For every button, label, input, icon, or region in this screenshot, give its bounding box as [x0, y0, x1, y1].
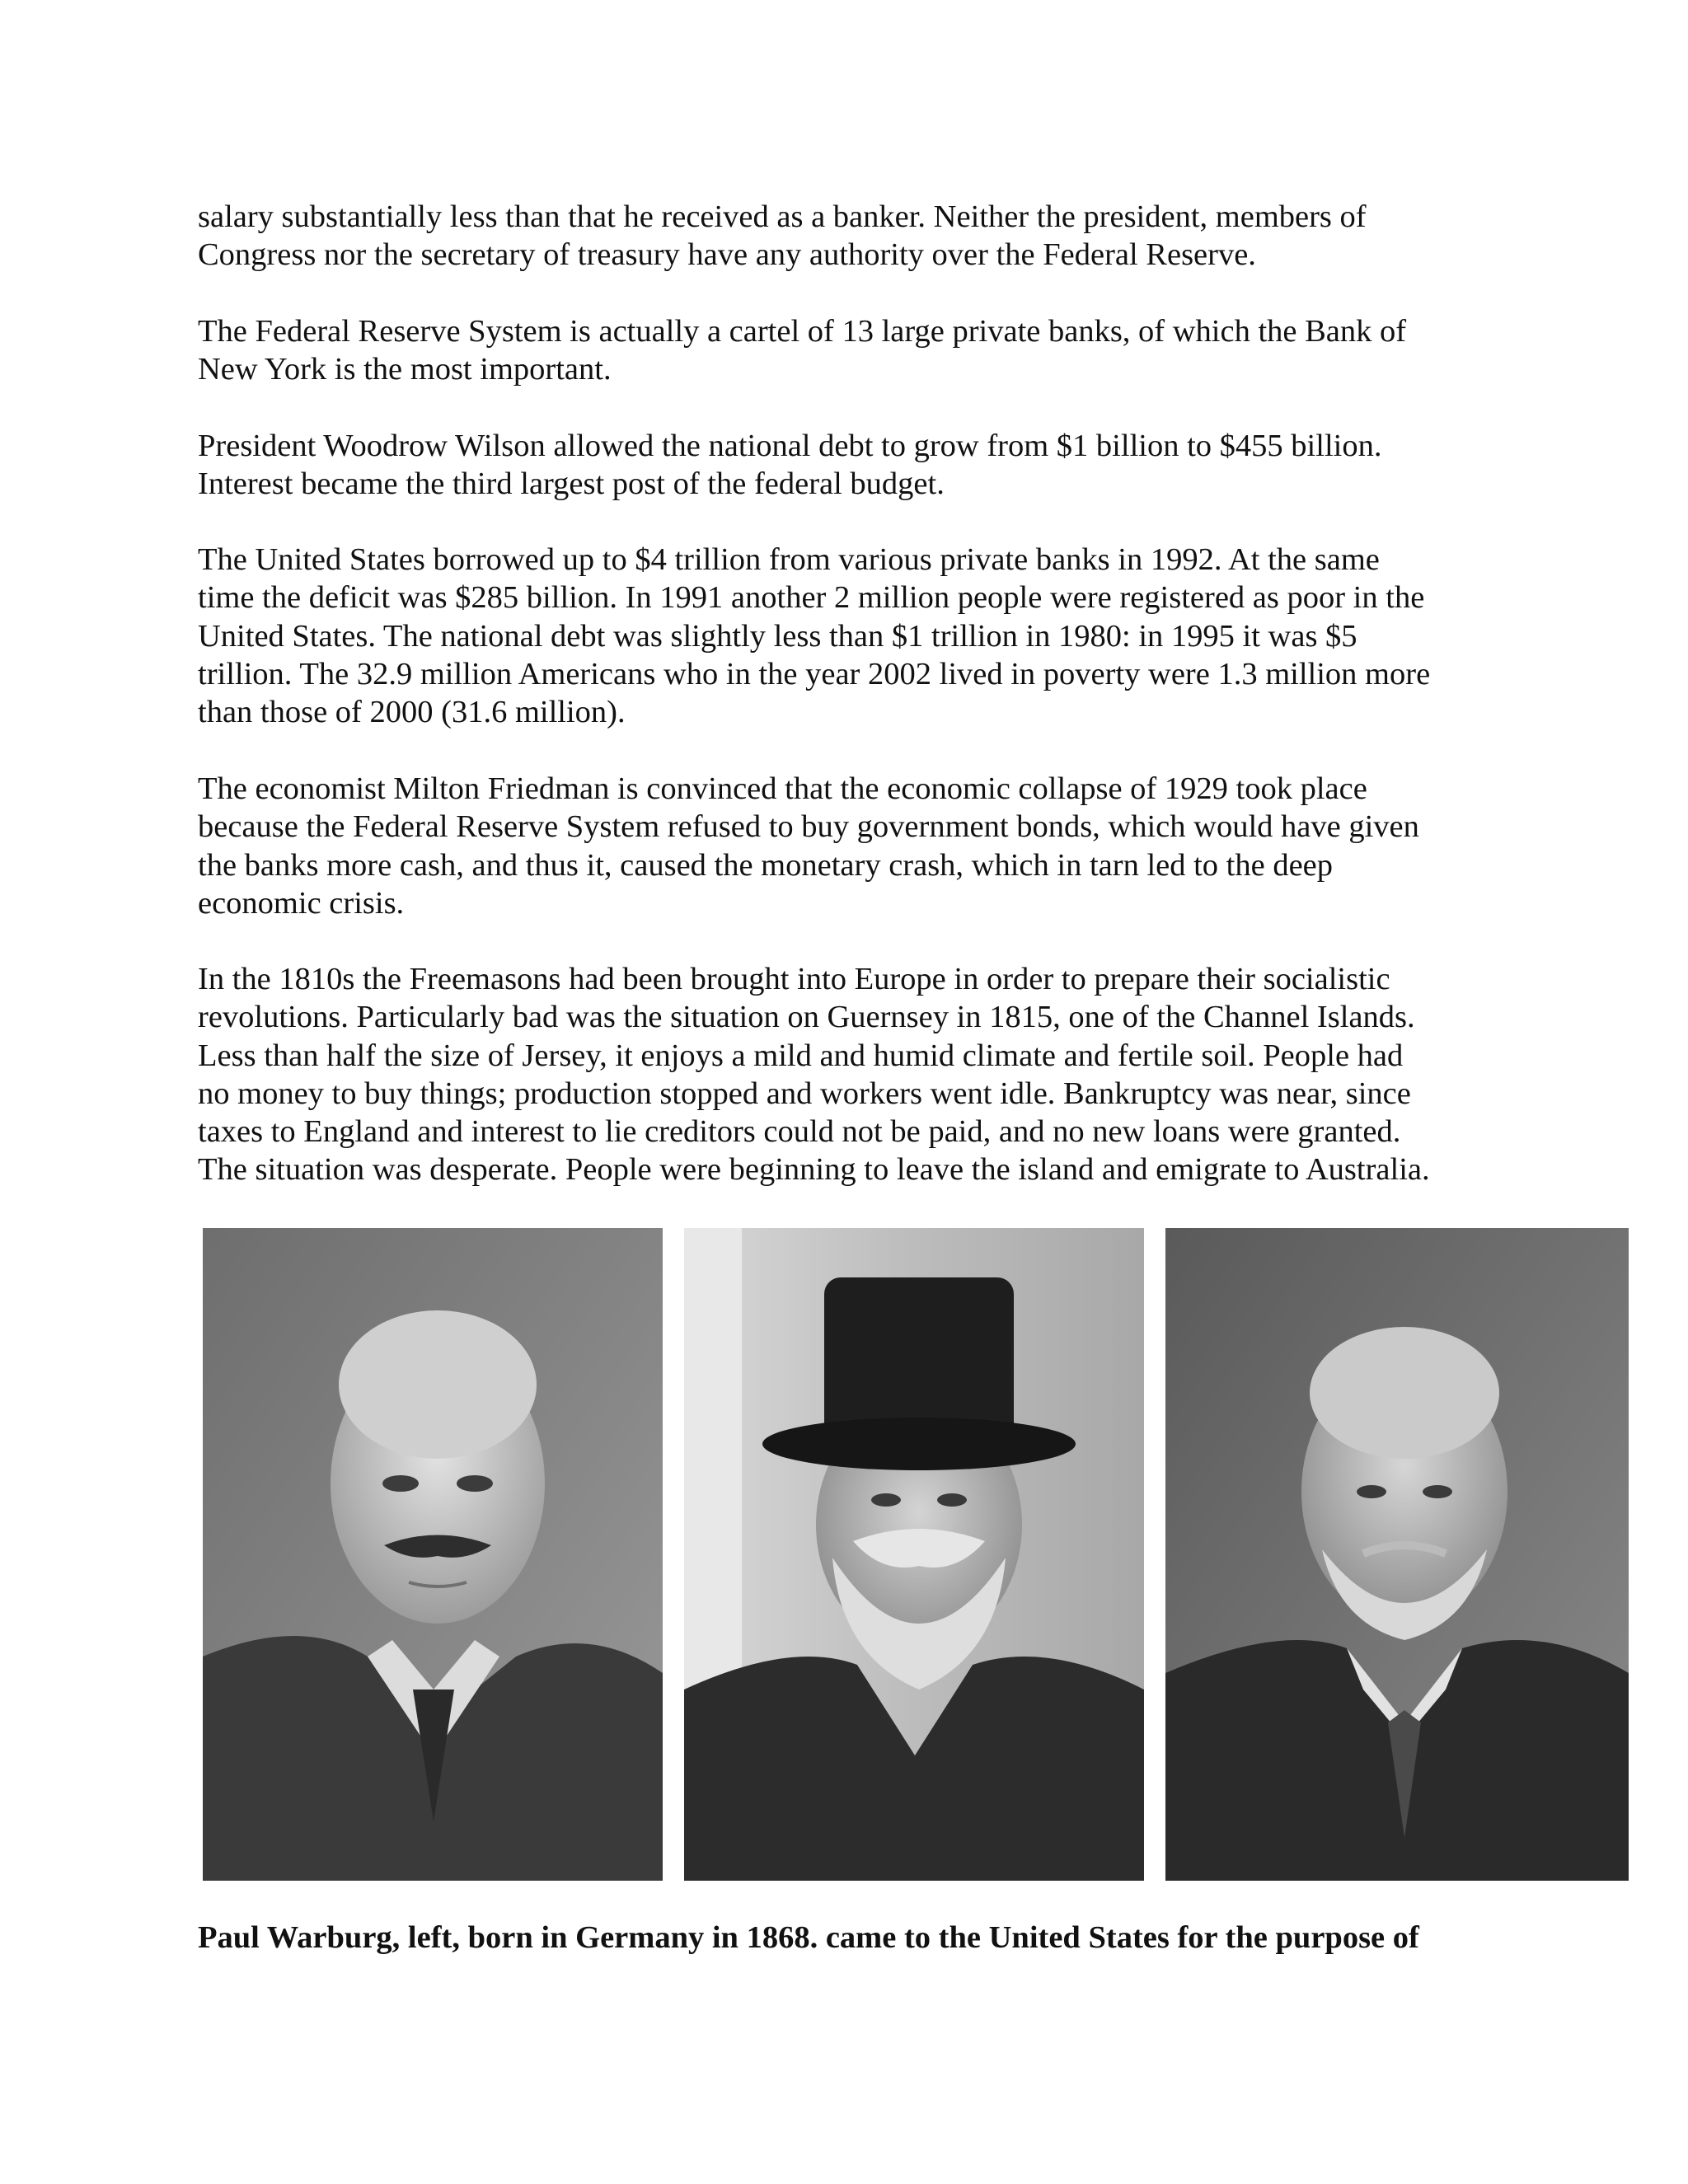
text-line: The Federal Reserve System is actually a cartel of 13 large private banks, of which the Bank of — [198, 314, 1407, 349]
text-line: time the deficit was $285 billion. In 1991 another 2 million people were registered as poor in the — [198, 580, 1425, 616]
text-line: President Woodrow Wilson allowed the national debt to grow from $1 billion to $455 billion. — [198, 429, 1382, 463]
text-line: taxes to England and interest to lie creditors could not be paid, and no new loans were granted. — [198, 1114, 1401, 1150]
text-line: New York is the most important. — [198, 352, 612, 387]
paragraph-guernsey — [198, 960, 1517, 1189]
paragraph-federal-reserve-cartel — [198, 312, 1517, 389]
text-line: than those of 2000 (31.6 million). — [198, 695, 626, 730]
portrait-photo-center — [684, 1228, 1144, 1881]
text-line: In the 1810s the Freemasons had been brought into Europe in order to prepare their socialistic — [198, 962, 1390, 996]
portrait-right-image — [1165, 1228, 1629, 1881]
portrait-photo-right — [1165, 1228, 1629, 1881]
text-line: salary substantially less than that he received as a banker. Neither the president, members of — [198, 199, 1367, 234]
text-line: because the Federal Reserve System refused to buy government bonds, which would have given — [198, 809, 1419, 845]
text-line: economic crisis. — [198, 885, 405, 921]
portrait-photo-left — [203, 1228, 663, 1881]
text-line: United States. The national debt was slightly less than $1 trillion in 1980: in 1995 it was $5 — [198, 618, 1357, 654]
paragraph-salary — [198, 198, 1517, 274]
text-line: The economist Milton Friedman is convinced that the economic collapse of 1929 took place — [198, 771, 1367, 806]
paragraph-milton-friedman — [198, 770, 1517, 922]
photo-caption: Paul Warburg, left, born in Germany in 1868. came to the United States for the purpose of — [198, 1920, 1419, 1955]
paragraph-woodrow-wilson — [198, 427, 1517, 504]
text-line: Interest became the third largest post of the federal budget. — [198, 466, 945, 502]
text-line: The United States borrowed up to $4 trillion from various private banks in 1992. At the same — [198, 542, 1380, 577]
portrait-left-image — [203, 1228, 663, 1881]
portrait-center-image — [684, 1228, 1144, 1881]
text-line: Congress nor the secretary of treasury have any authority over the Federal Reserve. — [198, 237, 1256, 273]
text-line: trillion. The 32.9 million Americans who in the year 2002 lived in poverty were 1.3 million more — [198, 656, 1431, 691]
text-line: no money to buy things; production stopped and workers went idle. Bankruptcy was near, since — [198, 1076, 1411, 1111]
text-line: revolutions. Particularly bad was the situation on Guernsey in 1815, one of the Channel Islands. — [198, 1000, 1415, 1035]
portrait-photo-strip — [203, 1228, 1629, 1881]
text-line: the banks more cash, and thus it, caused the monetary crash, which in tarn led to the deep — [198, 847, 1334, 883]
paragraph-borrowing-and-poverty — [198, 541, 1517, 731]
text-line: Less than half the size of Jersey, it enjoys a mild and humid climate and fertile soil. People had — [198, 1038, 1404, 1073]
text-line: The situation was desperate. People were beginning to leave the island and emigrate to Australia. — [198, 1152, 1430, 1188]
